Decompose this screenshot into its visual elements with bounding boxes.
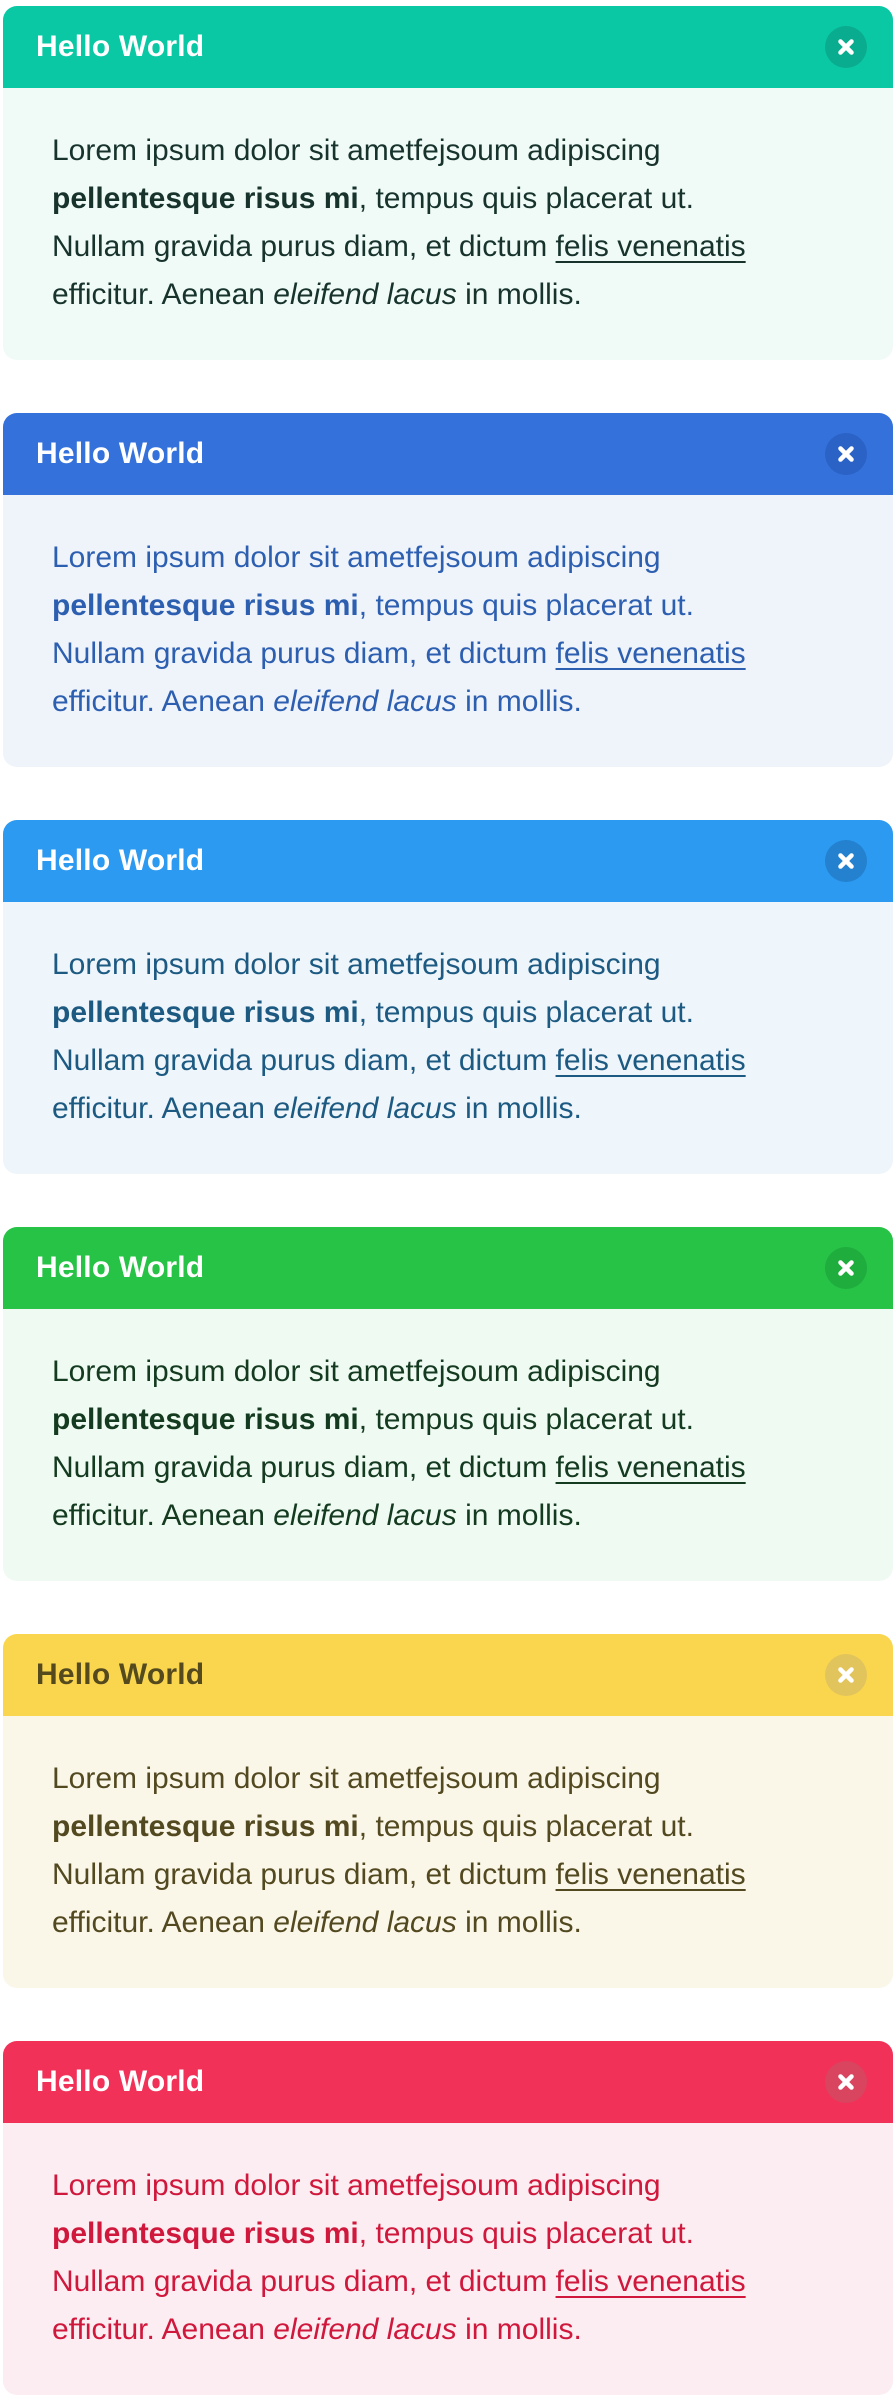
text-segment: in mollis. <box>456 1499 582 1532</box>
close-button[interactable] <box>825 1654 867 1696</box>
text-segment: Nullam gravida purus diam, et dictum <box>52 1858 556 1891</box>
text-segment: Lorem ipsum dolor sit ametfejsoum adipiscing <box>52 134 661 167</box>
text-segment: Nullam gravida purus diam, et dictum <box>52 1451 556 1484</box>
alert-card-header <box>3 6 893 88</box>
alert-card-light-blue <box>3 820 893 1174</box>
body-text-line <box>52 271 853 319</box>
alert-card-title: Hello World <box>36 30 205 63</box>
text-segment: , tempus quis placerat ut. <box>358 1810 694 1843</box>
body-text-line <box>52 1803 853 1851</box>
body-text-line <box>52 1851 853 1899</box>
text-segment: efficitur. Aenean <box>52 685 274 718</box>
alert-card-red <box>3 2041 893 2395</box>
body-text-line <box>52 941 853 989</box>
body-text-line <box>52 1396 853 1444</box>
body-text-line <box>52 2210 853 2258</box>
underline-text-segment: felis venenatis <box>555 1451 746 1484</box>
bold-text-segment: pellentesque risus mi <box>52 1810 359 1843</box>
text-segment: in mollis. <box>456 685 582 718</box>
italic-text-segment: eleifend lacus <box>273 1092 457 1125</box>
alert-card-body <box>3 495 893 767</box>
text-segment: , tempus quis placerat ut. <box>358 182 694 215</box>
text-segment: efficitur. Aenean <box>52 2313 274 2346</box>
close-button[interactable] <box>825 2061 867 2103</box>
text-segment: Lorem ipsum dolor sit ametfejsoum adipiscing <box>52 1355 661 1388</box>
text-segment: , tempus quis placerat ut. <box>358 996 694 1029</box>
text-segment: , tempus quis placerat ut. <box>358 2217 694 2250</box>
body-text-line <box>52 2162 853 2210</box>
alert-card-body <box>3 2123 893 2395</box>
underline-text-segment: felis venenatis <box>555 230 746 263</box>
alert-card-header <box>3 820 893 902</box>
body-text-line <box>52 1348 853 1396</box>
text-segment: Nullam gravida purus diam, et dictum <box>52 1044 556 1077</box>
body-text-line <box>52 2306 853 2354</box>
close-icon <box>835 36 857 58</box>
body-text-line <box>52 989 853 1037</box>
alert-card-header <box>3 1227 893 1309</box>
alert-card-list <box>3 6 893 2395</box>
italic-text-segment: eleifend lacus <box>273 278 457 311</box>
italic-text-segment: eleifend lacus <box>273 1499 457 1532</box>
body-text-line <box>52 582 853 630</box>
body-text-line <box>52 2258 853 2306</box>
text-segment: , tempus quis placerat ut. <box>358 589 694 622</box>
body-text-line <box>52 1755 853 1803</box>
underline-text-segment: felis venenatis <box>555 637 746 670</box>
body-text-line <box>52 534 853 582</box>
alert-card-header <box>3 2041 893 2123</box>
close-icon <box>835 2071 857 2093</box>
body-text-line <box>52 1492 853 1540</box>
alert-card-header <box>3 1634 893 1716</box>
italic-text-segment: eleifend lacus <box>273 2313 457 2346</box>
alert-card-teal <box>3 6 893 360</box>
alert-card-title: Hello World <box>36 2065 205 2098</box>
alert-card-blue <box>3 413 893 767</box>
body-text-line <box>52 223 853 271</box>
text-segment: in mollis. <box>456 2313 582 2346</box>
text-segment: Nullam gravida purus diam, et dictum <box>52 230 556 263</box>
text-segment: in mollis. <box>456 1906 582 1939</box>
alert-card-body <box>3 88 893 360</box>
body-text-line <box>52 1085 853 1133</box>
alert-card-body <box>3 902 893 1174</box>
close-button[interactable] <box>825 26 867 68</box>
underline-text-segment: felis venenatis <box>555 2265 746 2298</box>
text-segment: Nullam gravida purus diam, et dictum <box>52 2265 556 2298</box>
close-button[interactable] <box>825 1247 867 1289</box>
close-icon <box>835 850 857 872</box>
text-segment: in mollis. <box>456 278 582 311</box>
italic-text-segment: eleifend lacus <box>273 1906 457 1939</box>
close-icon <box>835 1257 857 1279</box>
body-text-line <box>52 127 853 175</box>
alert-card-title: Hello World <box>36 844 205 877</box>
body-text-line <box>52 1037 853 1085</box>
close-button[interactable] <box>825 433 867 475</box>
body-text-line <box>52 630 853 678</box>
bold-text-segment: pellentesque risus mi <box>52 996 359 1029</box>
text-segment: Nullam gravida purus diam, et dictum <box>52 637 556 670</box>
text-segment: efficitur. Aenean <box>52 1906 274 1939</box>
bold-text-segment: pellentesque risus mi <box>52 589 359 622</box>
close-icon <box>835 443 857 465</box>
close-button[interactable] <box>825 840 867 882</box>
text-segment: efficitur. Aenean <box>52 1092 274 1125</box>
underline-text-segment: felis venenatis <box>555 1858 746 1891</box>
text-segment: efficitur. Aenean <box>52 1499 274 1532</box>
bold-text-segment: pellentesque risus mi <box>52 182 359 215</box>
text-segment: Lorem ipsum dolor sit ametfejsoum adipiscing <box>52 948 661 981</box>
text-segment: Lorem ipsum dolor sit ametfejsoum adipiscing <box>52 541 661 574</box>
alert-card-yellow <box>3 1634 893 1988</box>
body-text-line <box>52 678 853 726</box>
close-icon <box>835 1664 857 1686</box>
alert-card-header <box>3 413 893 495</box>
alert-card-title: Hello World <box>36 437 205 470</box>
alert-card-green <box>3 1227 893 1581</box>
text-segment: in mollis. <box>456 1092 582 1125</box>
body-text-line <box>52 175 853 223</box>
italic-text-segment: eleifend lacus <box>273 685 457 718</box>
bold-text-segment: pellentesque risus mi <box>52 2217 359 2250</box>
text-segment: efficitur. Aenean <box>52 278 274 311</box>
bold-text-segment: pellentesque risus mi <box>52 1403 359 1436</box>
alert-card-body <box>3 1309 893 1581</box>
text-segment: Lorem ipsum dolor sit ametfejsoum adipiscing <box>52 1762 661 1795</box>
alert-card-title: Hello World <box>36 1658 205 1691</box>
text-segment: Lorem ipsum dolor sit ametfejsoum adipiscing <box>52 2169 661 2202</box>
alert-card-body <box>3 1716 893 1988</box>
underline-text-segment: felis venenatis <box>555 1044 746 1077</box>
body-text-line <box>52 1444 853 1492</box>
alert-card-title: Hello World <box>36 1251 205 1284</box>
text-segment: , tempus quis placerat ut. <box>358 1403 694 1436</box>
body-text-line <box>52 1899 853 1947</box>
